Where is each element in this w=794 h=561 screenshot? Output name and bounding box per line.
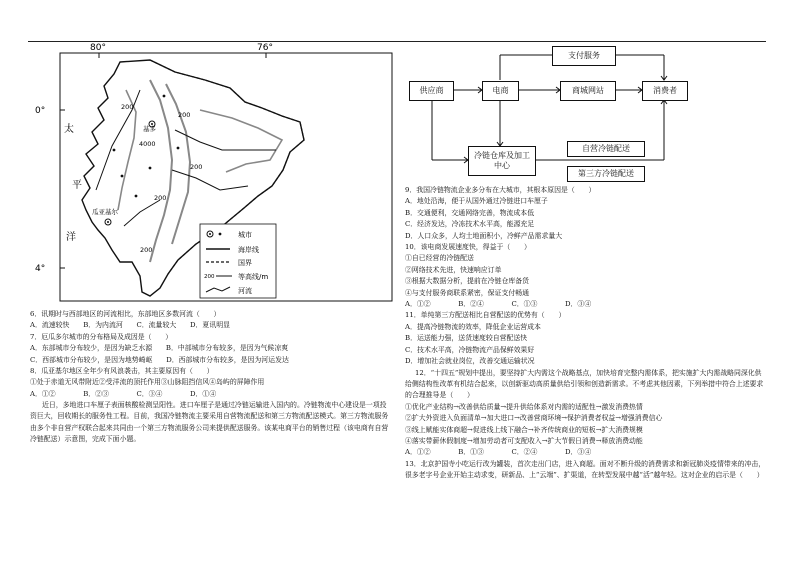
q11-option-c: C．技术水平高，冷链物流产品保鲜效果好	[405, 345, 535, 354]
q12-stem: 12．“十四五”规划中提出，要坚持扩大内需这个战略基点，加快培育完整内需体系，把实施扩大内需战略同深化供给侧结构性改革有机结合起来，以创新驱动高质量供给引领和创造新需求。不考虑其他因素，下列举措中符合上述要求的合理推导是（ ）	[405, 368, 764, 400]
river-3	[172, 170, 248, 190]
city-guayaquil-label: 瓜亚基尔	[92, 208, 118, 216]
elev-200-2: 200	[178, 111, 191, 119]
lon-76-label: 76°	[257, 43, 273, 53]
elev-200-3: 200	[190, 163, 203, 171]
elev-200-5: 200	[140, 246, 153, 254]
q12-options: A．①② B．①③ C．②④ D．③④	[405, 448, 592, 457]
lat-0-label: 0°	[35, 106, 46, 116]
q10-item-4: ④与支付服务商联系紧密，保证支付畅通	[405, 288, 530, 297]
flow-third-party: 第三方冷链配送	[567, 166, 645, 182]
river-4	[124, 200, 160, 226]
q9-option-b: B．交通便利，交通网络完善，物流成本低	[405, 208, 535, 217]
ocean-char-3: 洋	[66, 232, 76, 243]
elev-200-4: 200	[154, 194, 167, 202]
q11-option-b: B．运送能力强，送货速度较自营配送快	[405, 334, 528, 343]
legend-river-label: 河流	[238, 287, 252, 295]
material-paragraph: 近日，多地进口车厘子表面核酸检测呈阳性。进口车厘子是通过冷链运输进入国内的。冷链物流中心建设是一项投资巨大，回收期长的服务性工程。目前，我国冷链物流主要采用自营物流配送和第三方物流配送模式。第三方物流服务由多个非自营产权联合起来共同由一个第三方物流服务公司来提供配送服务。该某电商平台的销售过程（该电商有自营冷链配送）示意图，完成下面小题。	[30, 401, 389, 443]
contour-4	[200, 110, 282, 172]
q7-options-ab: A．东部城市分布较少，是因为缺乏水源 B．中部城市分布较多，是因为气候凉爽	[30, 344, 289, 353]
flow-self-delivery: 自营冷链配送	[567, 141, 645, 157]
legend-coast-label: 海岸线	[238, 246, 259, 254]
town-marker	[121, 175, 124, 178]
q11-option-a: A．提高冷链物流的效率，降低企业运营成本	[405, 322, 541, 331]
q12-item-3: ③线上赋能实体商超→促进线上线下融合→补齐传统商业的短板→扩大消费规模	[405, 425, 643, 434]
legend-city-label: 城市	[238, 231, 252, 239]
flow-supplier: 供应商	[409, 81, 454, 101]
q10-item-1: ①自已经营的冷链配送	[405, 254, 474, 263]
contour-2	[166, 84, 190, 244]
contour-1	[150, 80, 172, 262]
q12-item-4: ④落实带薪休假制度→增加劳动者可支配收入→扩大节假日消费→释放消费动能	[405, 436, 643, 445]
q12-item-1: ①优化产业结构→改善供给质量→提升供给体系对内需的适配性→激发消费热情	[405, 402, 643, 411]
ocean-char-2: 平	[72, 180, 82, 191]
lon-80-label: 80°	[90, 43, 106, 53]
river-2	[175, 130, 276, 150]
legend-contour-prefix: 200	[204, 274, 215, 280]
legend-contour-label: 等高线/m	[238, 273, 269, 281]
q9-option-d: D．人口众多，人均土地面积小，冷鲜产品需求量大	[405, 231, 563, 240]
town-marker	[177, 147, 180, 150]
q7-options-cd: C．西部城市分布较少，是因为地势崎岖 D．西部城市分布较多，是因为河运发达	[30, 355, 289, 364]
q11-option-d: D．增加社会就业岗位，改善交通运输状况	[405, 357, 535, 366]
elev-4000: 4000	[139, 140, 156, 148]
flow-mall-website: 商城网站	[560, 81, 616, 101]
q7-stem: 7．厄瓜多尔城市的分布格局及成因是（ ）	[30, 332, 173, 341]
left-column	[30, 309, 390, 445]
q10-options: A．①② B．②④ C．①③ D．③④	[405, 300, 592, 309]
town-marker	[113, 149, 116, 152]
town-marker	[135, 195, 138, 198]
q8-items: ①处于赤道无风带附近②受洋流的顶托作用③山脉阻挡信风④岛屿的屏障作用	[30, 378, 265, 387]
ocean-char-1: 太	[64, 124, 74, 135]
town-marker	[163, 95, 166, 98]
right-column	[405, 185, 767, 482]
q6-options: A．流速较快 B．为内流河 C．流量较大 D．夏讯明显	[30, 321, 230, 330]
q9-stem: 9．我国冷链物流企业多分布在大城市，其根本原因是（ ）	[405, 186, 596, 194]
q13-stem: 13．北京护国寺小吃运行改为罐装，首次走出门店，进入商超。面对不断升级的消费需求和新冠肺炎疫情带来的冲击，很多老字号企业开始主动求变，研新品、上“云端”、扩渠道，在转型发展中越“活”越年轻。这对企业的启示是（ ）	[405, 459, 766, 480]
flow-warehouse: 冷链仓库及加工中心	[468, 146, 536, 176]
q10-item-2: ②网络技术先进，快速响应订单	[405, 265, 502, 274]
flow-consumer: 消费者	[642, 81, 688, 101]
q8-options: A．①② B．②③ C．③④ D．①④	[30, 389, 217, 398]
flow-pay-service: 支付服务	[552, 46, 616, 66]
elev-200-1: 200	[121, 103, 134, 111]
city-quito-label: 基多	[143, 125, 156, 133]
q6-stem: 6．讯期时与西部地区的河流相比，东部地区多数河流（ ）	[30, 310, 221, 318]
q9-option-c: C．经济发达，冷冻技术水平高，能源充足	[405, 220, 535, 229]
lat-4-label: 4°	[35, 264, 46, 274]
q11-stem: 11．单纯第三方配送相比自营配送的优势有（ ）	[405, 311, 566, 320]
q10-item-3: ③根据大数据分析，提前在冷链仓库备货	[405, 277, 530, 286]
legend-border-label: 国界	[238, 259, 252, 267]
q9-option-a: A．地处沿海，便于从国外通过冷链进口车厘子	[405, 197, 548, 206]
q12-item-2: ②扩大外资进入负面清单→加大进口→改善营商环境→保护消费者权益→增强消费信心	[405, 414, 663, 423]
flow-ecommerce: 电商	[482, 81, 519, 101]
q10-stem: 10．该电商发展速度快，得益于（ ）	[405, 243, 531, 252]
q8-stem: 8．瓜亚基尔地区全年少有风浪袭击，其主要原因有（ ）	[30, 367, 214, 376]
town-marker	[149, 167, 152, 170]
